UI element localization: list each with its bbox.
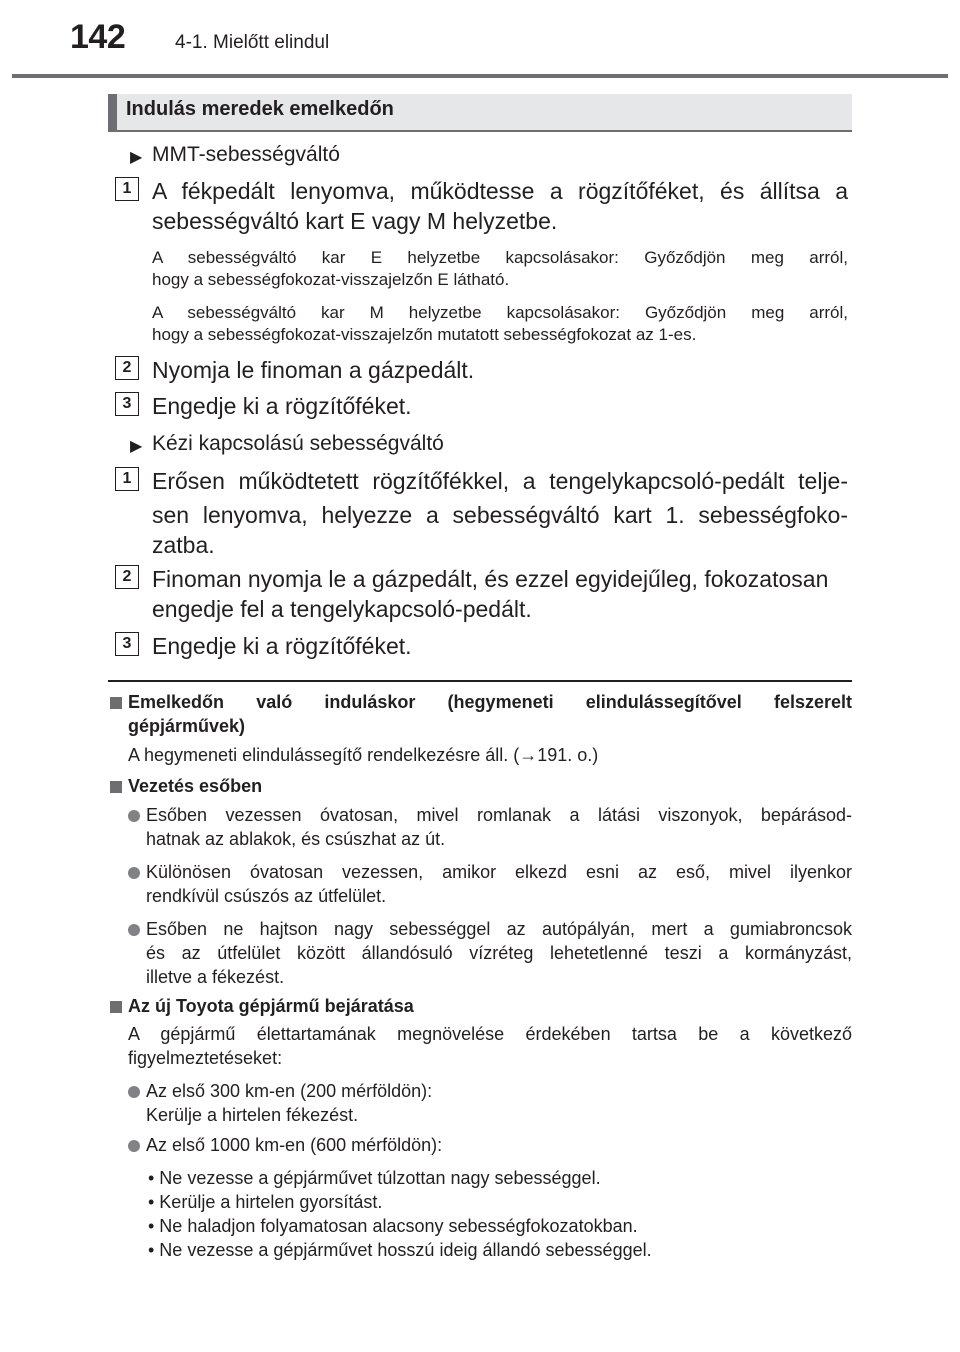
hill-title-line2: gépjárművek) [128, 716, 246, 736]
manual-step-1-line2: sen lenyomva, helyezze a sebességváltó kart 1. sebességfoko- [152, 502, 848, 528]
manual-step-1-line3: zatba. [152, 532, 215, 558]
manual-step-3: Engedje ki a rögzítőféket. [152, 633, 412, 659]
manual-step-1-line1: Erősen működtetett rögzítőfékkel, a tengelykapcsoló-pedált telje- [152, 468, 848, 494]
manual-step-2-line1: Finoman nyomja le a gázpedált, és ezzel egyidejűleg, fokozatosan [152, 566, 829, 592]
rain-title: Vezetés esőben [128, 776, 263, 796]
header-rule [12, 74, 948, 78]
mmt-note-1-line1: A sebességváltó kar E helyzetbe kapcsolásakor: Győződjön meg arról, [152, 248, 848, 267]
manual-step-2-line2: engedje fel a tengelykapcsoló-pedált. [152, 596, 532, 622]
mmt-step-2: Nyomja le finoman a gázpedált. [152, 357, 475, 383]
manual-title: Kézi kapcsolású sebességváltó [152, 432, 444, 455]
mmt-title: MMT-sebességváltó [152, 143, 340, 166]
break-in-bullet-1-line1: Az első 300 km-en (200 mérföldön): [146, 1081, 433, 1101]
bullet-dot-icon [128, 1140, 140, 1152]
step-number-box: 1 [115, 177, 139, 201]
rain-bullet-1-line1: Esőben vezessen óvatosan, mivel romlanak a látási viszonyok, bepárásod- [146, 805, 852, 825]
rain-bullet-1-line2: hatnak az ablakok, és csúszhat az út. [146, 829, 446, 849]
bullet-dot-icon [128, 924, 140, 936]
hill-text: A hegymeneti elindulássegítő rendelkezésre áll. (→191. o.) [128, 745, 599, 765]
break-in-bullet-2: Az első 1000 km-en (600 mérföldön): [146, 1135, 443, 1155]
step-number-box: 2 [115, 356, 139, 380]
square-bullet-icon [110, 781, 122, 793]
break-in-subitem: • Kerülje a hirtelen gyorsítást. [148, 1192, 383, 1212]
break-in-subitem: • Ne vezesse a gépjárművet hosszú ideig állandó sebességgel. [148, 1240, 652, 1260]
bullet-dot-icon [128, 867, 140, 879]
step-number-box: 3 [115, 632, 139, 656]
mmt-step-1-line2: sebességváltó kart E vagy M helyzetbe. [152, 208, 558, 234]
break-in-bullet-1-line2: Kerülje a hirtelen fékezést. [146, 1105, 359, 1125]
bullet-dot-icon [128, 810, 140, 822]
triangle-bullet-icon: ▶ [130, 438, 143, 455]
triangle-bullet-icon: ▶ [130, 149, 143, 166]
square-bullet-icon [110, 1001, 122, 1013]
section-path: 4-1. Mielőtt elindul [175, 32, 330, 53]
mmt-step-3: Engedje ki a rögzítőféket. [152, 393, 412, 419]
rain-bullet-2-line2: rendkívül csúszós az útfelület. [146, 886, 387, 906]
step-number-box: 1 [115, 467, 139, 491]
mmt-note-1-line2: hogy a sebességfokozat-visszajelzőn E látható. [152, 270, 510, 289]
mmt-note-2-line2: hogy a sebességfokozat-visszajelzőn mutatott sebességfokozat az 1-es. [152, 325, 697, 344]
square-bullet-icon [110, 697, 122, 709]
section-heading [108, 94, 852, 132]
section-divider [108, 680, 852, 682]
rain-bullet-2-line1: Különösen óvatosan vezessen, amikor elkezd esni az eső, mivel ilyenkor [146, 862, 852, 882]
step-number-box: 3 [115, 392, 139, 416]
break-in-subitem: • Ne vezesse a gépjárművet túlzottan nagy sebességgel. [148, 1168, 601, 1188]
hill-title-line1: Emelkedőn való induláskor (hegymeneti elindulássegítővel felszerelt [128, 692, 852, 712]
rain-bullet-3-line3: illetve a fékezést. [146, 967, 285, 987]
break-in-subitem: • Ne haladjon folyamatosan alacsony sebességfokozatokban. [148, 1216, 638, 1236]
break-in-title: Az új Toyota gépjármű bejáratása [128, 996, 414, 1016]
section-heading-text: Indulás meredek emelkedőn [126, 98, 394, 120]
heading-bar [108, 94, 117, 130]
break-in-intro-line2: figyelmeztetéseket: [128, 1048, 283, 1068]
page-number: 142 [70, 18, 126, 56]
mmt-step-1-line1: A fékpedált lenyomva, működtesse a rögzítőféket, és állítsa a [152, 178, 848, 204]
rain-bullet-3-line2: és az útfelület között állandósuló vízréteg lehetetlenné teszi a kormányzást, [146, 943, 852, 963]
rain-bullet-3-line1: Esőben ne hajtson nagy sebességgel az autópályán, mert a gumiabroncsok [146, 919, 852, 939]
step-number-box: 2 [115, 565, 139, 589]
break-in-intro-line1: A gépjármű élettartamának megnövelése érdekében tartsa be a következő [128, 1024, 852, 1044]
bullet-dot-icon [128, 1086, 140, 1098]
mmt-note-2-line1: A sebességváltó kar M helyzetbe kapcsolásakor: Győződjön meg arról, [152, 303, 848, 322]
